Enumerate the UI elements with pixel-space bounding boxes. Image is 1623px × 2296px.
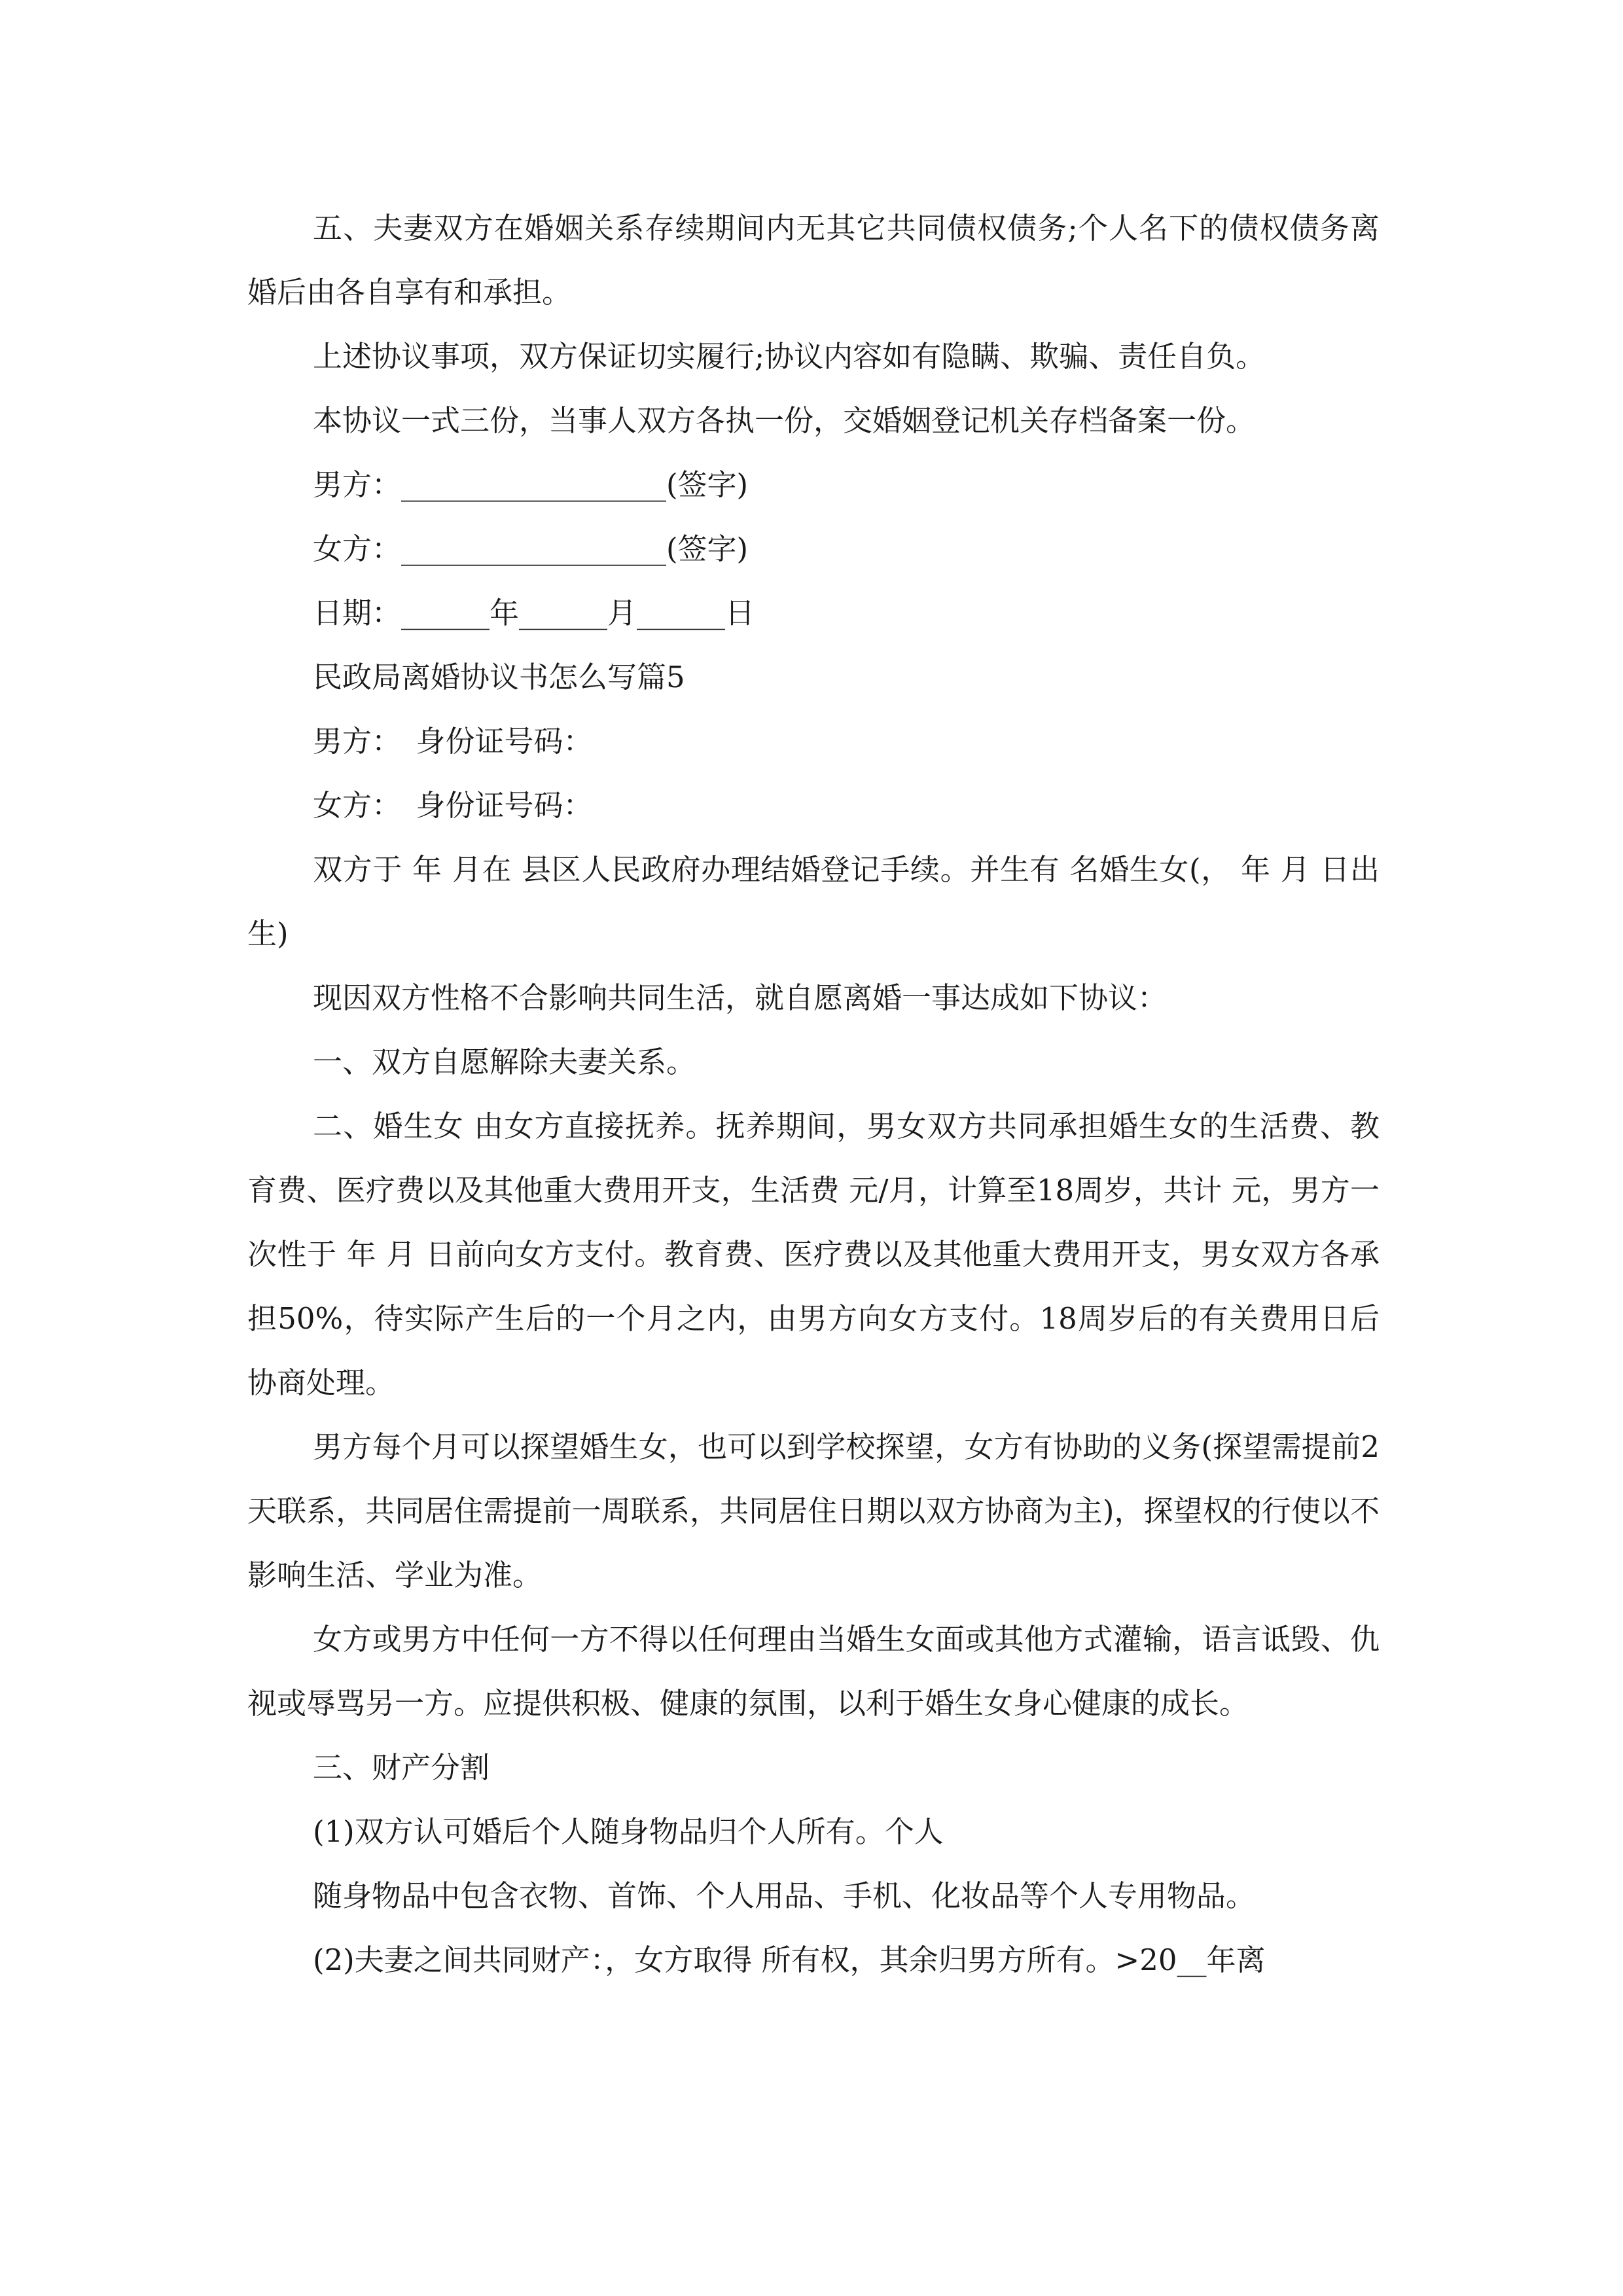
property-item-one: (1)双方认可婚后个人随身物品归个人所有。个人: [313, 1814, 944, 1849]
clause-three-heading: 三、财产分割: [313, 1750, 490, 1785]
signature-line-female: 女方：__________________(签字): [313, 531, 749, 566]
paragraph-guarantee: 上述协议事项，双方保证切实履行;协议内容如有隐瞒、欺骗、责任自负。: [313, 339, 1266, 374]
signature-line-male: 男方：__________________(签字): [313, 467, 749, 502]
paragraph-copies: 本协议一式三份，当事人双方各执一份，交婚姻登记机关存档备案一份。: [313, 403, 1256, 438]
paragraph-agreement-intro: 现因双方性格不合影响共同生活，就自愿离婚一事达成如下协议：: [313, 980, 1168, 1015]
paragraph-debts: 五、夫妻双方在婚姻关系存续期间内无其它共同债权债务;个人名下的债权债务离婚后由各自享有和承担。: [247, 211, 1380, 310]
paragraph-visitation: 男方每个月可以探望婚生女，也可以到学校探望，女方有协助的义务(探望需提前2天联系，共同居住需提前一周联系，共同居住日期以双方协商为主)，探望权的行使以不影响生活、学业为准。: [247, 1429, 1380, 1592]
male-id-line: 男方： 身份证号码：: [313, 724, 593, 759]
property-item-two: (2)夫妻之间共同财产：，女方取得 所有权，其余归男方所有。>20__年离: [313, 1943, 1266, 1977]
document-body: [247, 196, 1380, 1992]
date-line: 日期：______年______月______日: [313, 596, 755, 630]
property-item-one-continued: 随身物品中包含衣物、首饰、个人用品、手机、化妆品等个人专用物品。: [313, 1878, 1256, 1913]
clause-two-custody: 二、婚生女 由女方直接抚养。抚养期间，男女双方共同承担婚生女的生活费、教育费、医疗费以及其他重大费用开支，生活费 元/月，计算至18周岁，共计 元，男方一次性于 年 月 日前向女方支付。教育费、医疗费以及其他重大费用开支，男女双方各承担50%，待实际产生后的一个月之内，由男方向女方支付。18周岁后的有关费用日后协商处理。: [247, 1109, 1380, 1400]
paragraph-marriage-registration: 双方于 年 月在 县区人民政府办理结婚登记手续。并生有 名婚生女(， 年 月 日出生): [247, 852, 1380, 951]
female-id-line: 女方： 身份证号码：: [313, 788, 593, 823]
clause-one: 一、双方自愿解除夫妻关系。: [313, 1045, 696, 1079]
paragraph-no-defamation: 女方或男方中任何一方不得以任何理由当婚生女面或其他方式灌输，语言诋毁、仇视或辱骂另一方。应提供积极、健康的氛围，以利于婚生女身心健康的成长。: [247, 1622, 1380, 1721]
section-title: 民政局离婚协议书怎么写篇5: [313, 660, 685, 694]
